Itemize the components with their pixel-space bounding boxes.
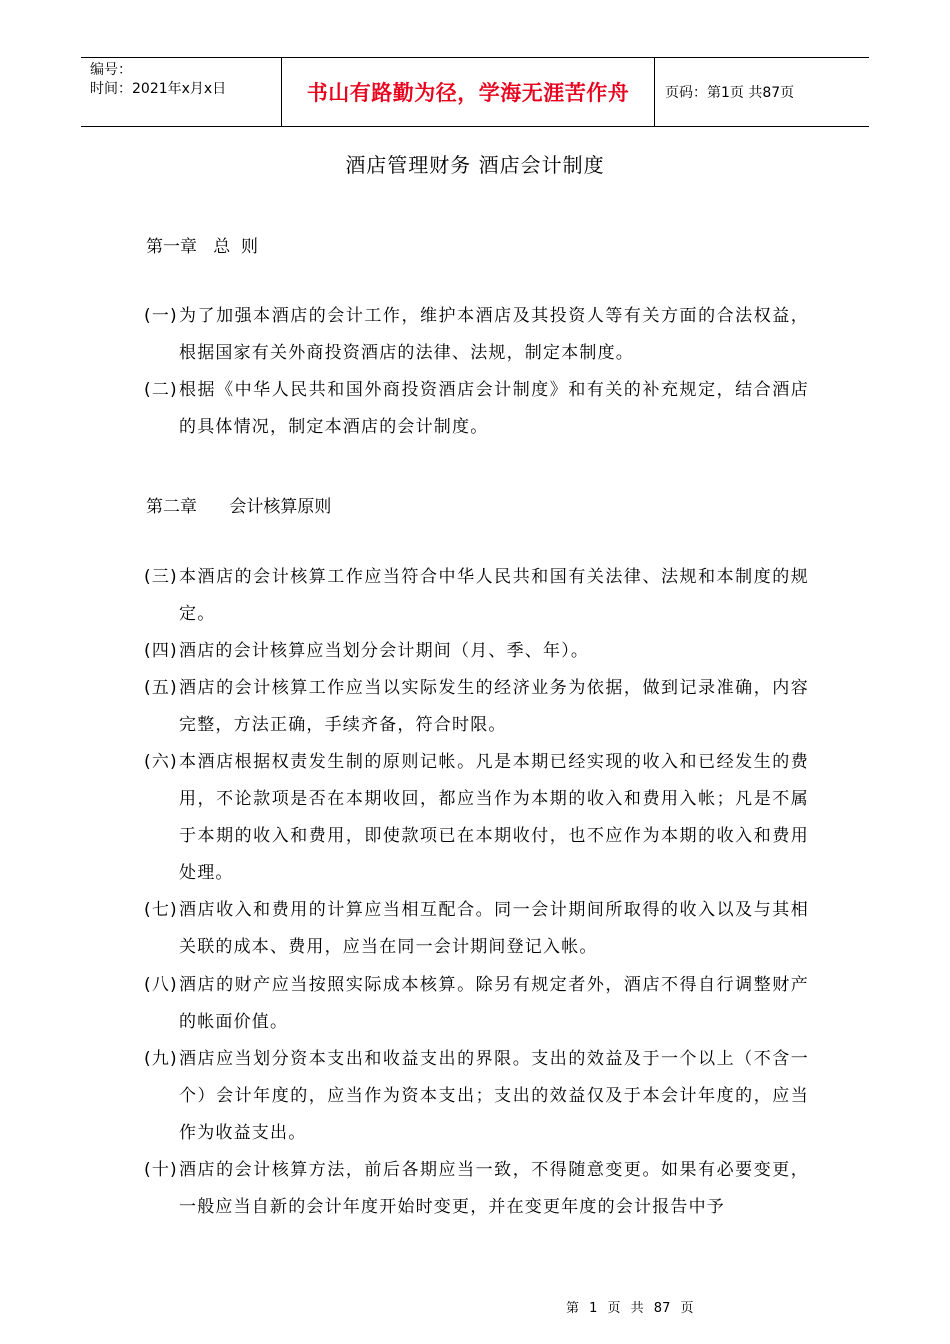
clause-number: (二) — [144, 380, 178, 400]
clause-9 — [144, 1041, 809, 1152]
header-meta — [90, 61, 226, 99]
clause-text: 本酒店根据权责发生制的原则记帐。凡是本期已经实现的收入和已经发生的费用，不论款项是否在本期收回，都应当作为本期的收入和费用入帐；凡是不属于本期的收入和费用，即使款项已在本期收付，也不应作为本期的收入和费用处理。 — [179, 752, 809, 883]
clause-1 — [144, 298, 809, 372]
header-page-info: 页码：第1页 共87页 — [665, 85, 795, 101]
clause-number: (三) — [144, 567, 178, 587]
clause-text: 本酒店的会计核算工作应当符合中华人民共和国有关法律、法规和本制度的规定。 — [179, 567, 809, 624]
clause-number: (九) — [144, 1049, 178, 1069]
clause-3 — [144, 559, 809, 633]
clause-number: (五) — [144, 678, 178, 698]
clause-6 — [144, 744, 809, 892]
header-divider — [654, 58, 655, 126]
chapter-heading-2: 第二章 会计核算原则 — [146, 497, 332, 517]
clause-7 — [144, 892, 809, 966]
time-label: 时间：2021年x月x日 — [90, 81, 227, 97]
clause-number: (四) — [144, 641, 178, 661]
clause-text: 酒店的财产应当按照实际成本核算。除另有规定者外，酒店不得自行调整财产的帐面价值。 — [179, 975, 809, 1032]
clause-text: 为了加强本酒店的会计工作，维护本酒店及其投资人等有关方面的合法权益，根据国家有关外商投资酒店的法律、法规，制定本制度。 — [179, 306, 809, 363]
page-footer: 第 1 页 共 87 页 — [566, 1301, 694, 1316]
chapter-heading-1: 第一章 总 则 — [146, 237, 259, 257]
clause-10 — [144, 1152, 809, 1226]
clause-number: (七) — [144, 900, 178, 920]
clause-number: (十) — [144, 1160, 178, 1180]
clause-number: (六) — [144, 752, 178, 772]
document-title: 酒店管理财务 酒店会计制度 — [345, 153, 605, 177]
clause-text: 酒店应当划分资本支出和收益支出的界限。支出的效益及于一个以上（不含一个）会计年度的，应当作为资本支出；支出的效益仅及于本会计年度的，应当作为收益支出。 — [179, 1049, 809, 1143]
clause-number: (一) — [144, 306, 178, 326]
clause-4 — [144, 633, 809, 670]
clause-8 — [144, 967, 809, 1041]
clause-2 — [144, 372, 809, 446]
clause-text: 酒店的会计核算工作应当以实际发生的经济业务为依据，做到记录准确，内容完整，方法正确，手续齐备，符合时限。 — [179, 678, 809, 735]
number-label: 编号： — [90, 62, 132, 78]
clause-text: 酒店的会计核算应当划分会计期间（月、季、年）。 — [179, 641, 590, 661]
clause-number: (八) — [144, 975, 178, 995]
clause-text: 酒店收入和费用的计算应当相互配合。同一会计期间所取得的收入以及与其相关联的成本、费用，应当在同一会计期间登记入帐。 — [179, 900, 809, 957]
clause-text: 酒店的会计核算方法，前后各期应当一致，不得随意变更。如果有必要变更，一般应当自新的会计年度开始时变更，并在变更年度的会计报告中予 — [179, 1160, 809, 1217]
clause-text: 根据《中华人民共和国外商投资酒店会计制度》和有关的补充规定，结合酒店的具体情况，制定本酒店的会计制度。 — [179, 380, 809, 437]
document-header — [81, 57, 869, 127]
clause-5 — [144, 670, 809, 744]
header-motto: 书山有路勤为径，学海无涯苦作舟 — [306, 81, 630, 105]
